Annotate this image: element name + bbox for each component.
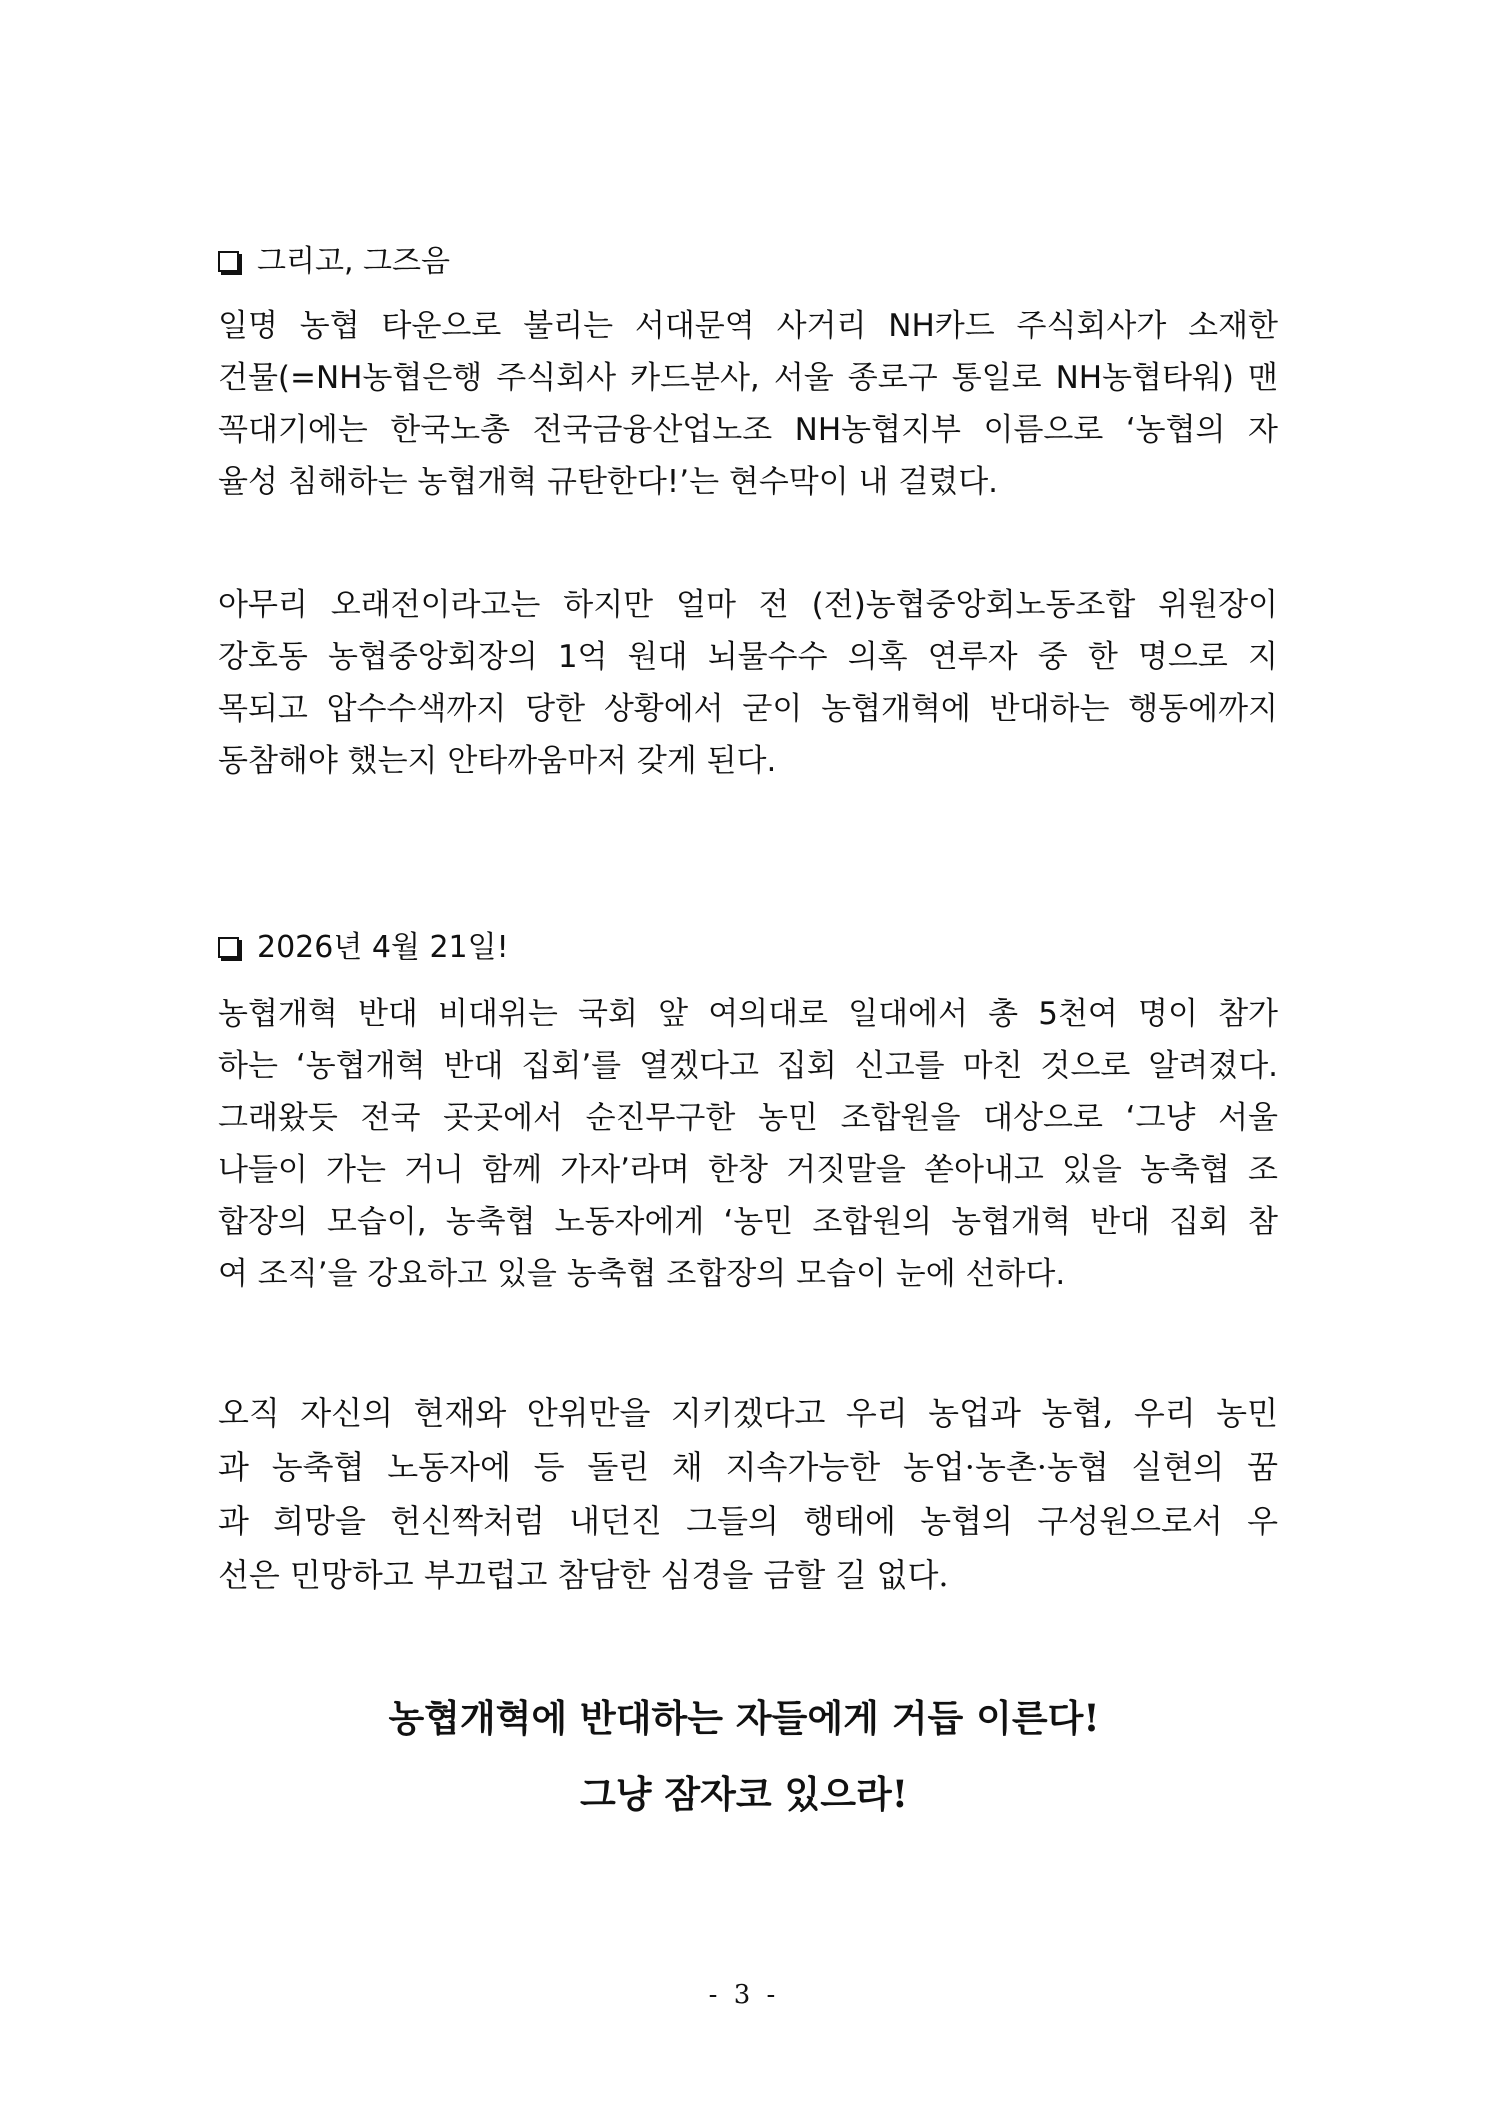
paragraph-line: 아무리 오래전이라고는 하지만 얼마 전 (전)농협중앙회노동조합 위원장이: [218, 587, 1278, 623]
paragraph: [218, 300, 1278, 508]
paragraph-line: 목되고 압수수색까지 당한 상황에서 굳이 농협개혁에 반대하는 행동에까지: [218, 691, 1278, 727]
paragraph-line: 농협개혁 반대 비대위는 국회 앞 여의대로 일대에서 총 5천여 명이 참가: [218, 996, 1278, 1032]
page-number: - 3 -: [708, 1980, 780, 2010]
paragraph-line: 여 조직’을 강요하고 있을 농축협 조합장의 모습이 눈에 선하다.: [218, 1256, 1066, 1292]
section-heading-text: 2026년 4월 21일!: [257, 930, 509, 965]
paragraph-line: 그래왔듯 전국 곳곳에서 순진무구한 농민 조합원을 대상으로 ‘그냥 서울: [218, 1100, 1278, 1136]
paragraph-line: 과 희망을 헌신짝처럼 내던진 그들의 행태에 농협의 구성원으로서 우: [218, 1502, 1278, 1540]
paragraph-line: 과 농축협 노동자에 등 돌린 채 지속가능한 농업·농촌·농협 실현의 꿈: [218, 1448, 1278, 1486]
section-heading: [218, 928, 509, 968]
paragraph: [218, 1386, 1278, 1602]
closing-line: 그냥 잠자코 있으라!: [580, 1772, 908, 1816]
section-heading: [218, 242, 450, 282]
paragraph-line: 오직 자신의 현재와 안위만을 지키겠다고 우리 농업과 농협, 우리 농민: [218, 1394, 1278, 1432]
section-heading-text: 그리고, 그즈음: [257, 244, 450, 279]
paragraph-line: 건물(=NH농협은행 주식회사 카드분사, 서울 종로구 통일로 NH농협타워) 맨: [218, 360, 1278, 396]
paragraph-line: 일명 농협 타운으로 불리는 서대문역 사거리 NH카드 주식회사가 소재한: [218, 308, 1278, 344]
paragraph-line: 합장의 모습이, 농축협 노동자에게 ‘농민 조합원의 농협개혁 반대 집회 참: [218, 1204, 1278, 1240]
paragraph-line: 율성 침해하는 농협개혁 규탄한다!’는 현수막이 내 걸렸다.: [218, 464, 999, 500]
paragraph-line: 꼭대기에는 한국노총 전국금융산업노조 NH농협지부 이름으로 ‘농협의 자: [218, 412, 1278, 448]
closing-statement: [0, 1680, 1488, 1832]
paragraph-line: 하는 ‘농협개혁 반대 집회’를 열겠다고 집회 신고를 마친 것으로 알려졌다.: [218, 1048, 1278, 1084]
paragraph: [218, 988, 1278, 1300]
paragraph-line: 동참해야 했는지 안타까움마저 갖게 된다.: [218, 743, 777, 779]
closing-line: 농협개혁에 반대하는 자들에게 거듭 이른다!: [388, 1696, 1100, 1740]
checkbox-bullet-icon: [218, 937, 239, 958]
paragraph-line: 강호동 농협중앙회장의 1억 원대 뇌물수수 의혹 연루자 중 한 명으로 지: [218, 639, 1278, 675]
checkbox-bullet-icon: [218, 251, 239, 272]
paragraph-line: 나들이 가는 거니 함께 가자’라며 한창 거짓말을 쏟아내고 있을 농축협 조: [218, 1152, 1278, 1188]
paragraph: [218, 579, 1278, 787]
paragraph-line: 선은 민망하고 부끄럽고 참담한 심경을 금할 길 없다.: [218, 1556, 949, 1594]
